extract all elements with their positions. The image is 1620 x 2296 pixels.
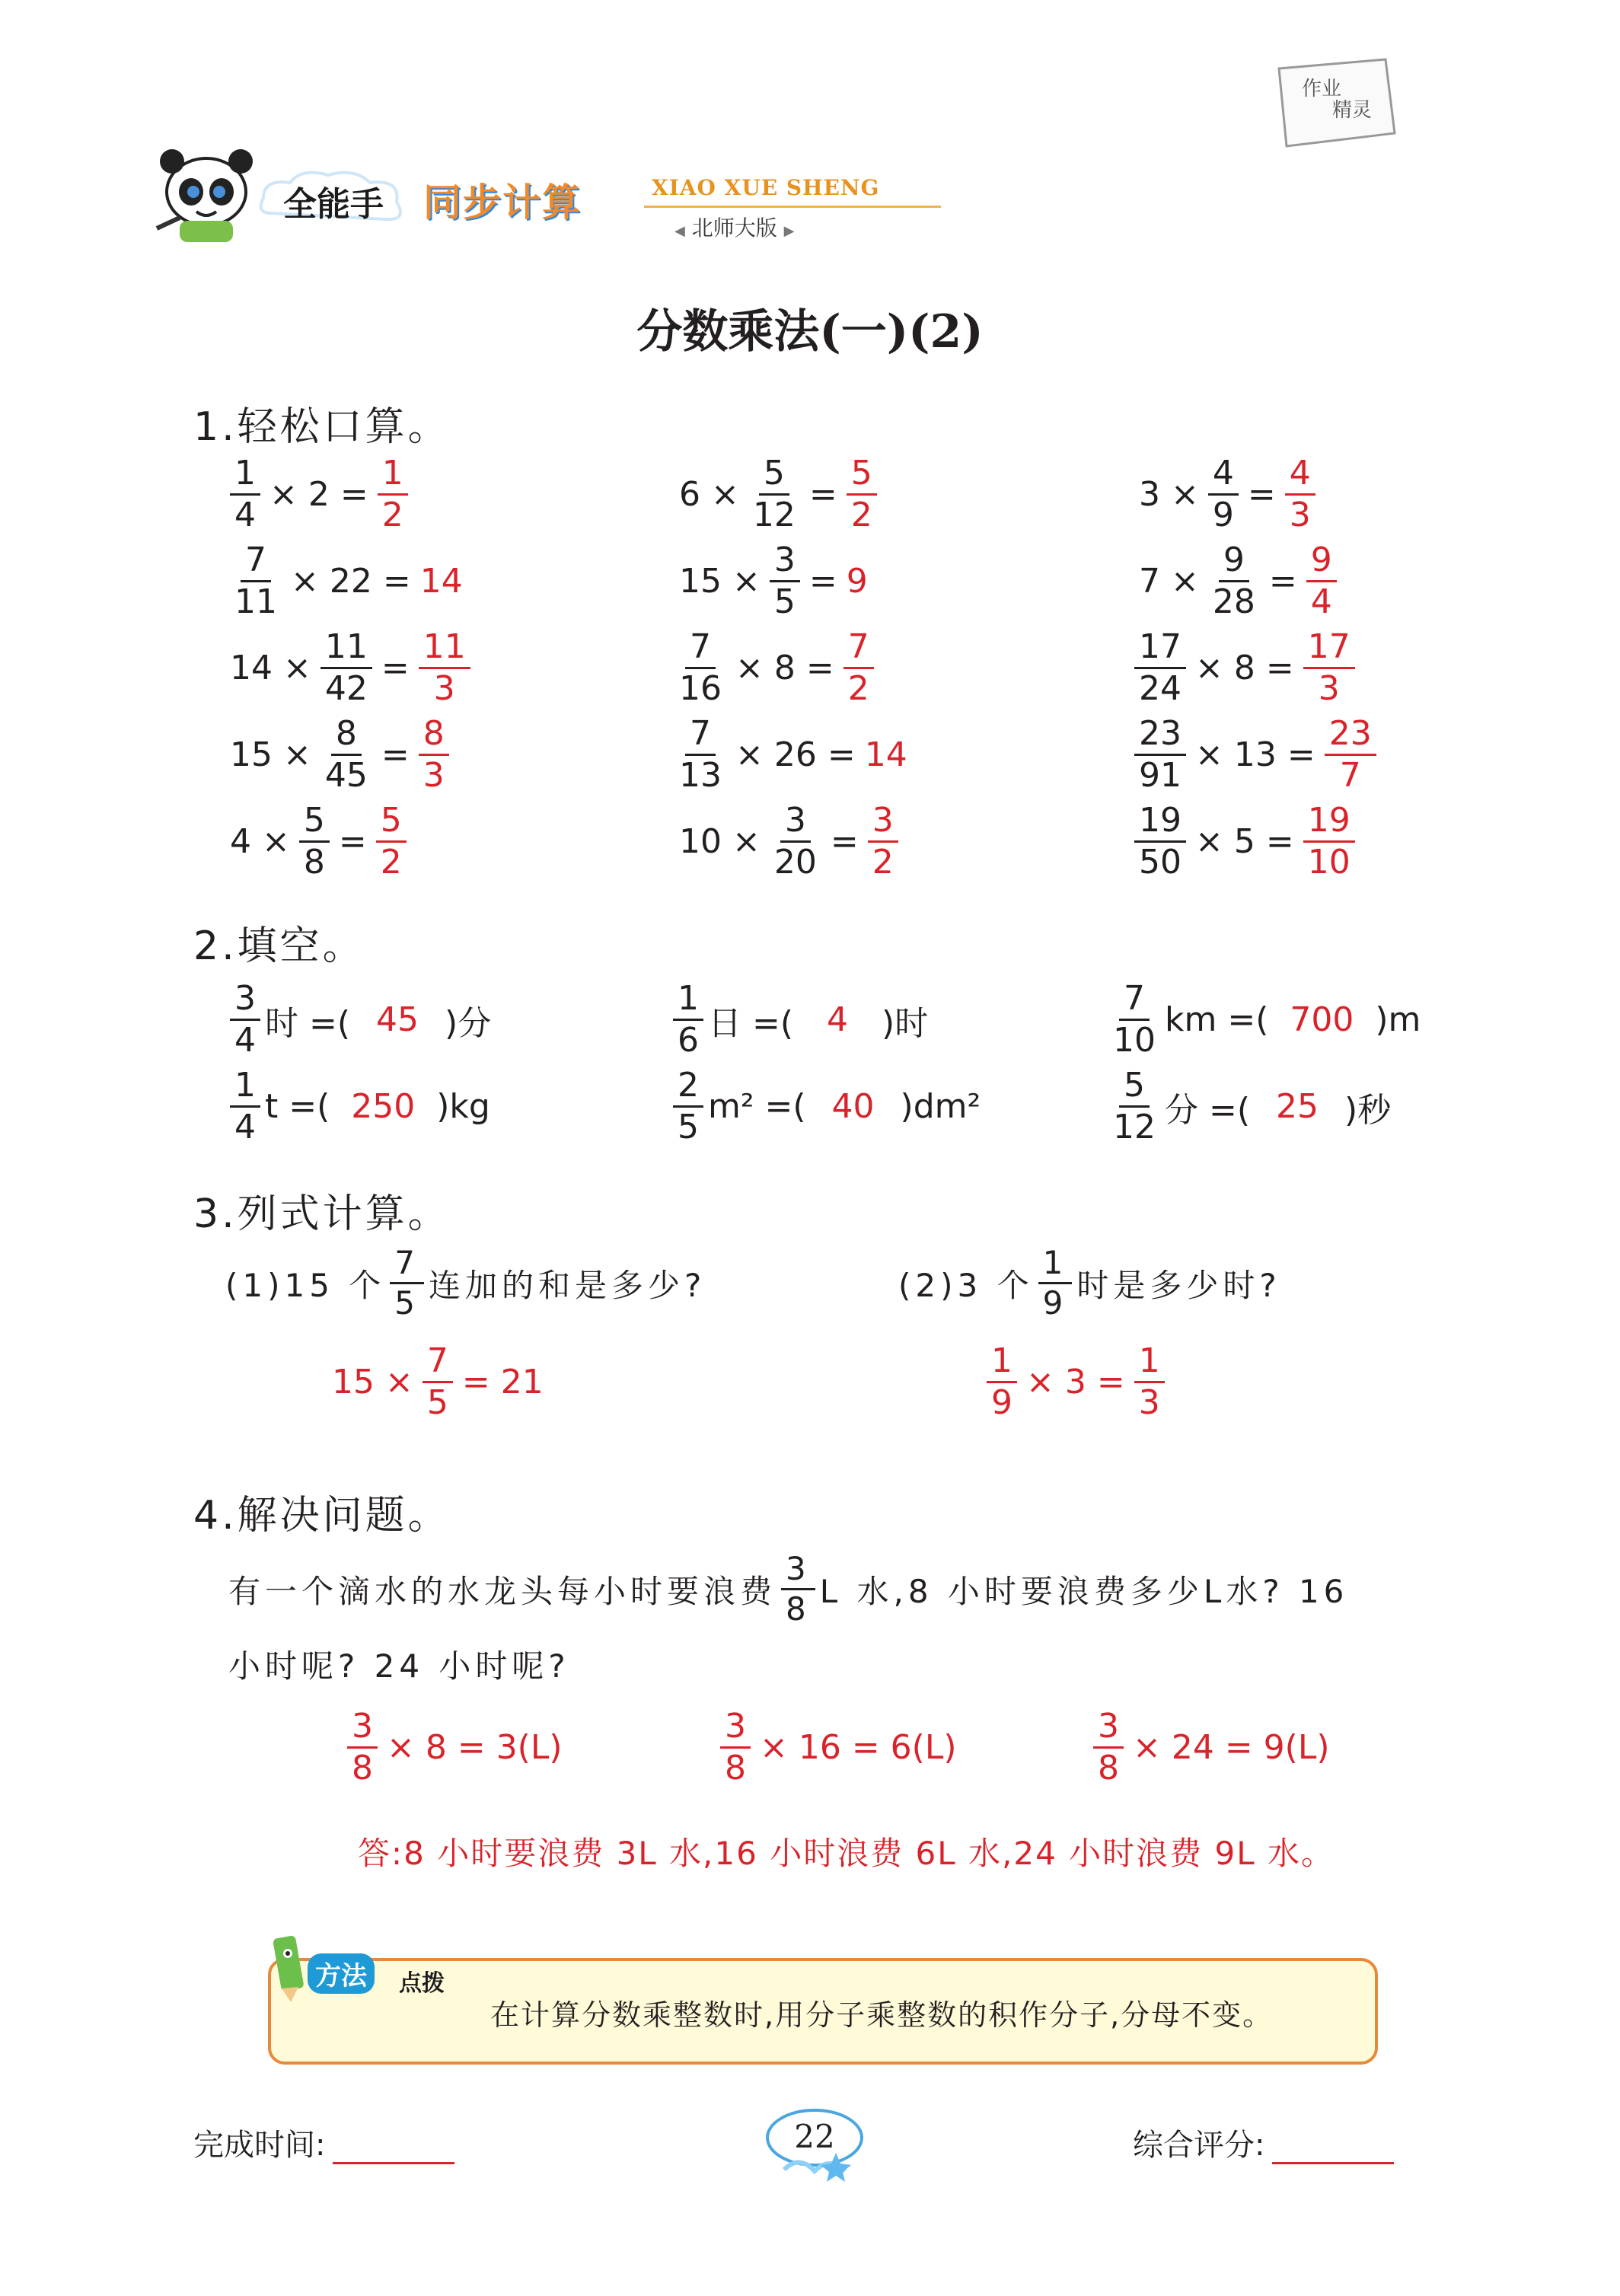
pinyin-underline (644, 206, 941, 208)
section-3-title: 3.列式计算。 (193, 1191, 451, 1237)
calc-4-2: $\frac{7}{13}$ × 26 = 14 (679, 714, 907, 795)
watermark-stamp: 作业 精灵 (1264, 53, 1401, 152)
tip-text: 在计算分数乘整数时,用分子乘整数的积作分子,分母不变。 (490, 1998, 1274, 2032)
fill-item-5: $\frac{2}{5}$ m² =( 40 )dm² (668, 1069, 981, 1144)
calc-1-1: $\frac{1}{4}$ × 2 = $\frac{1}{2}$ (225, 457, 413, 532)
question-3-2: (2)3 个 $\frac{1}{9}$ 时是多少时? (898, 1244, 1281, 1322)
pinyin-label: XIAO XUE SHENG (652, 175, 880, 200)
header (149, 145, 987, 244)
chevron-left-icon: ◀ (674, 223, 685, 239)
panda-mascot-icon (149, 145, 263, 244)
calc-4-a: $\frac{3}{8}$ × 8 = 3(L) (343, 1710, 567, 1785)
brand-label: 全能手 (283, 185, 384, 224)
fill-item-2: $\frac{1}{6}$ 日 =( 4 )时 (668, 982, 928, 1057)
calc-5-3: $\frac{19}{50}$ × 5 = $\frac{19}{10}$ (1130, 804, 1360, 879)
fill-item-4: $\frac{1}{4}$ t =( 250 )kg (225, 1069, 490, 1144)
question-3-1: (1)15 个 $\frac{7}{5}$ 连加的和是多少? (225, 1244, 706, 1322)
calc-4-1: 15 × $\frac{8}{45}$ = $\frac{8}{3}$ (225, 717, 454, 792)
tip-badge: 方法 点拨 (260, 1926, 466, 2002)
problem-line-1: 有一个滴水的水龙头每小时要浪费 $\frac{3}{8}$ L 水,8 小时要浪费多少L水? 16 (228, 1550, 1349, 1628)
fill-item-6: $\frac{5}{12}$ 分 =( 25 )秒 (1113, 1066, 1392, 1146)
problem-line-2: 小时呢? 24 小时呢? (228, 1647, 570, 1685)
section-4-title: 4.解决问题。 (193, 1493, 451, 1539)
fill-item-1: $\frac{3}{4}$ 时 =( 45 )分 (225, 982, 491, 1057)
chevron-right-icon: ▶ (783, 223, 795, 239)
calc-5-1: 4 × $\frac{5}{8}$ = $\frac{5}{2}$ (225, 804, 411, 879)
section-1-title: 1.轻松口算。 (193, 404, 451, 450)
fill-item-3: $\frac{7}{10}$ km =( 700 )m (1113, 979, 1421, 1060)
completion-time: 完成时间: (193, 2121, 454, 2164)
calc-2-1: $\frac{7}{11}$ × 22 = 14 (234, 541, 463, 621)
edition-label: ◀ 北师大版 ▶ (674, 215, 795, 241)
calc-1-2: 6 × $\frac{5}{12}$ = $\frac{5}{2}$ (674, 457, 882, 532)
calc-5-2: 10 × $\frac{3}{20}$ = $\frac{3}{2}$ (674, 804, 903, 879)
overall-score: 综合评分: (1133, 2121, 1394, 2164)
page-number: 22 (754, 2101, 875, 2185)
section-2-title: 2.填空。 (193, 923, 365, 969)
calc-3-1: 14 × $\frac{11}{42}$ = $\frac{11}{3}$ (225, 630, 475, 706)
calc-4-b: $\frac{3}{8}$ × 16 = 6(L) (716, 1710, 961, 1785)
calc-4-c: $\frac{3}{8}$ × 24 = 9(L) (1089, 1710, 1335, 1785)
answer-3-2: $\frac{1}{9}$ × 3 = $\frac{1}{3}$ (982, 1344, 1169, 1420)
answer-3-1: 15 × $\frac{7}{5}$ = 21 (332, 1341, 544, 1422)
calc-3-2: $\frac{7}{16}$ × 8 = $\frac{7}{2}$ (670, 630, 879, 706)
calc-2-3: 7 × $\frac{9}{28}$ = $\frac{9}{4}$ (1134, 544, 1341, 619)
calc-3-3: $\frac{17}{24}$ × 8 = $\frac{17}{3}$ (1130, 630, 1360, 706)
answer-sentence: 答:8 小时要浪费 3L 水,16 小时浪费 6L 水,24 小时浪费 9L 水。 (358, 1835, 1335, 1872)
calc-2-2: 15 × $\frac{3}{5}$ = 9 (679, 541, 868, 621)
page-title: 分数乘法(一)(2) (636, 305, 984, 359)
series-label: 同步计算 (423, 180, 582, 225)
calc-1-3: 3 × $\frac{4}{9}$ = $\frac{4}{3}$ (1134, 457, 1320, 532)
calc-4-3: $\frac{23}{91}$ × 13 = $\frac{23}{7}$ (1130, 717, 1381, 792)
